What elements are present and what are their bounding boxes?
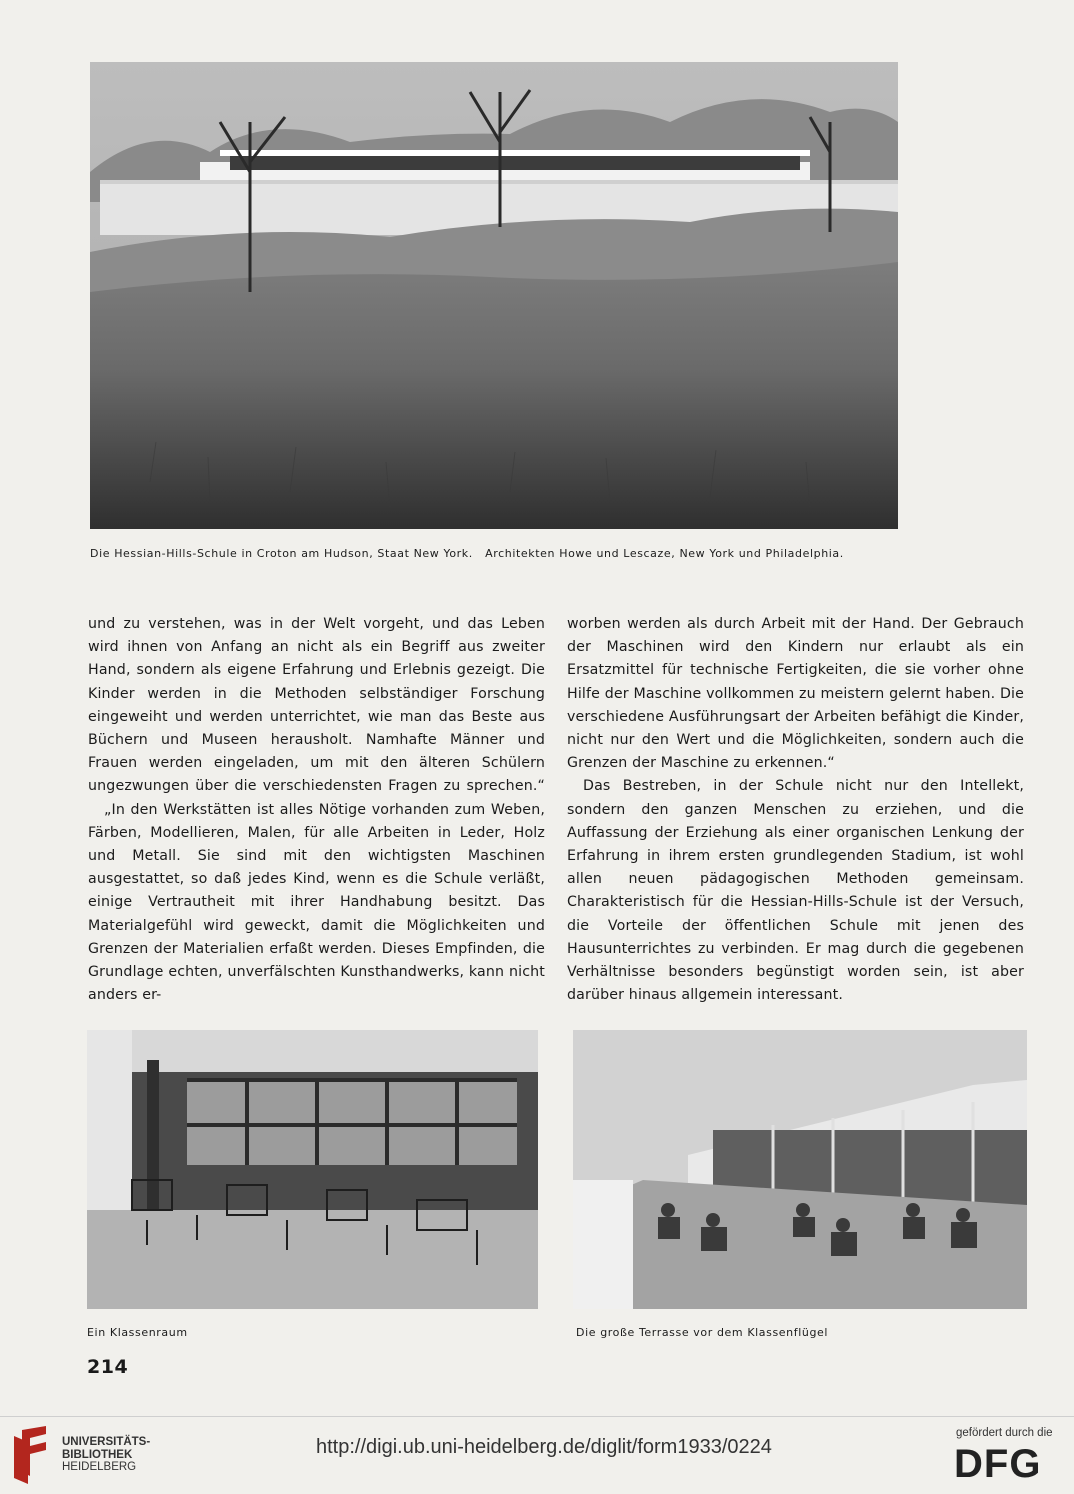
- dfg-logo: DFG: [954, 1442, 1042, 1486]
- library-logo-icon: [10, 1426, 54, 1484]
- library-line: HEIDELBERG: [62, 1461, 137, 1473]
- paragraph: Das Bestreben, in der Schule nicht nur den Intellekt, sondern den ganzen Menschen zu erziehen, und die Auffassung der Erziehung als einer organischen Lenkung der Erfahrung in ihrem ersten grundlegenden Stadium, ist wohl allen neuen pädagogischen Methoden gemeinsam. Charakteristisch für die Hessian-Hills-Schule ist der Versuch, die Vorteile der öffentlichen Schule mit jenen des Hausunterrichtes zu verbinden. Er mag durch die gegebenen Verhältnisse besonders begünstigt worden sein, ist aber darüber hinaus allgemein interessant.: [567, 778, 1024, 1004]
- source-url[interactable]: http://digi.ub.uni-heidelberg.de/diglit/form1933/0224: [316, 1436, 772, 1458]
- library-line: BIBLIOTHEK: [62, 1448, 133, 1461]
- classroom-photo: [87, 1030, 538, 1309]
- funding-note: gefördert durch die: [956, 1427, 1053, 1439]
- library-name: [62, 1436, 150, 1474]
- text-column-left: [88, 613, 545, 1007]
- terrace-photo: [573, 1030, 1027, 1309]
- paragraph: und zu verstehen, was in der Welt vorgeht, und das Leben wird ihnen von Anfang an nicht als ein Begriff aus zweiter Hand, sondern als eigene Erfahrung und Erlebnis gezeigt. Die Kinder werden in die Methoden selbständiger Forschung eingeweiht und werden unterrichtet, wie man das Beste aus Büchern und Museen herausholt. Namhafte Männer und Frauen werden eingeladen, um mit den älteren Schülern ungezwungen über die verschiedensten Fragen zu sprechen.“: [88, 616, 545, 795]
- library-line: UNIVERSITÄTS-: [62, 1436, 151, 1448]
- text-column-right: [567, 613, 1024, 1007]
- classroom-caption: Ein Klassenraum: [87, 1326, 188, 1339]
- terrace-caption: Die große Terrasse vor dem Klassenflügel: [576, 1326, 829, 1339]
- top-photo-caption: Die Hessian-Hills-Schule in Croton am Hudson, Staat New York. Architekten Howe und Lescaze, New York und Philadelphia.: [90, 547, 844, 560]
- footer-divider: [0, 1416, 1074, 1417]
- page-number: 214: [87, 1356, 129, 1378]
- school-landscape-photo: [90, 62, 898, 529]
- paragraph: „In den Werkstätten ist alles Nötige vorhanden zum Weben, Färben, Modellieren, Malen, für alle Arbeiten in Leder, Holz und Metall. Sie sind mit den wichtigsten Maschinen ausgestattet, so daß jedes Kind, wenn es die Schule verläßt, einige Vertrautheit mit ihrer Handhabung besitzt. Das Materialgefühl wird geweckt, damit die Möglichkeiten und Grenzen der Materialien erfaßt werden. Dieses Empfinden, die Grundlage echten, unverfälschten Kunsthandwerks, kann nicht anders er-: [88, 801, 545, 1004]
- paragraph: worben werden als durch Arbeit mit der Hand. Der Gebrauch der Maschinen wird den Kindern nur erlaubt als ein Ersatzmittel für technische Fertigkeiten, die sie vorher ohne Hilfe der Maschine vollkommen zu meistern gelernt haben. Die verschiedene Ausführungsart der Arbeiten befähigt die Kinder, nicht nur den Wert und die Möglichkeiten, sondern auch die Grenzen der Maschine zu erkennen.“: [567, 616, 1024, 772]
